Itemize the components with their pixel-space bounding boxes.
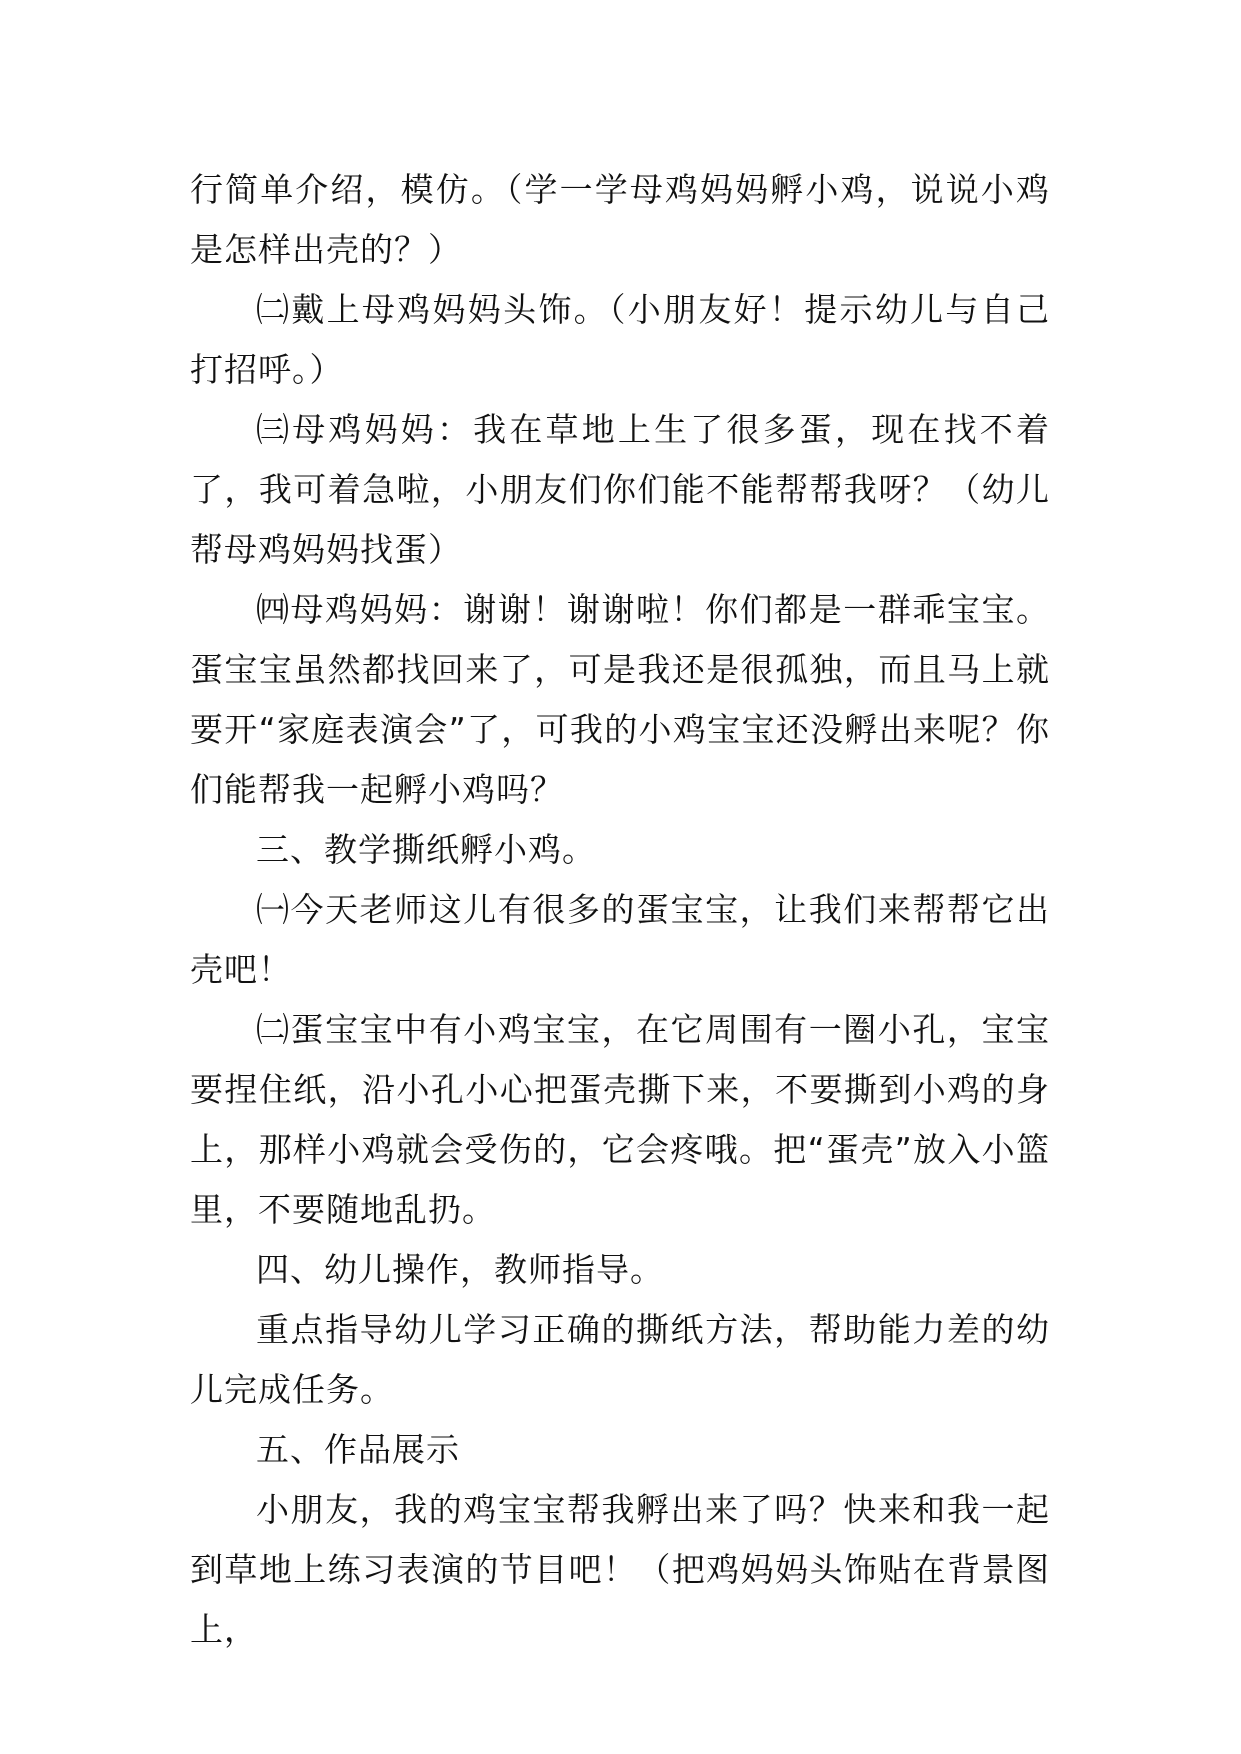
paragraph-teach-2: ㈡蛋宝宝中有小鸡宝宝，在它周围有一圈小孔，宝宝要捏住纸，沿小孔小心把蛋壳撕下来，不要撕到小鸡的身上，那样小鸡就会受伤的，它会疼哦。把“蛋壳”放入小篮里，不要随地乱扔。: [190, 1010, 1050, 1229]
section-heading-4: 四、幼儿操作，教师指导。: [256, 1250, 664, 1289]
paragraph-guidance: 重点指导幼儿学习正确的撕纸方法，帮助能力差的幼儿完成任务。: [190, 1310, 1050, 1409]
paragraph-showcase: 小朋友，我的鸡宝宝帮我孵出来了吗？快来和我一起到草地上练习表演的节目吧！（把鸡妈妈头饰贴在背景图上，: [190, 1490, 1050, 1649]
paragraph-step-3-find-eggs: ㈢母鸡妈妈：我在草地上生了很多蛋，现在找不着了，我可着急啦，小朋友们你们能不能帮帮我呀？（幼儿帮母鸡妈妈找蛋）: [190, 410, 1050, 569]
paragraph-teach-1: ㈠今天老师这儿有很多的蛋宝宝，让我们来帮帮它出壳吧！: [190, 890, 1050, 989]
paragraph-step-2-headdress: ㈡戴上母鸡妈妈头饰。（小朋友好！提示幼儿与自己打招呼。）: [190, 290, 1050, 389]
section-heading-3: 三、教学撕纸孵小鸡。: [256, 830, 596, 869]
document-page: [190, 160, 1050, 1660]
paragraph-step-4-hatch-request: ㈣母鸡妈妈：谢谢！谢谢啦！你们都是一群乖宝宝。蛋宝宝虽然都找回来了，可是我还是很孤独，而且马上就要开“家庭表演会”了，可我的小鸡宝宝还没孵出来呢？你们能帮我一起孵小鸡吗？: [190, 590, 1050, 809]
paragraph-continued-intro: 行简单介绍，模仿。（学一学母鸡妈妈孵小鸡，说说小鸡是怎样出壳的？）: [190, 170, 1050, 269]
section-heading-5: 五、作品展示: [256, 1430, 460, 1469]
